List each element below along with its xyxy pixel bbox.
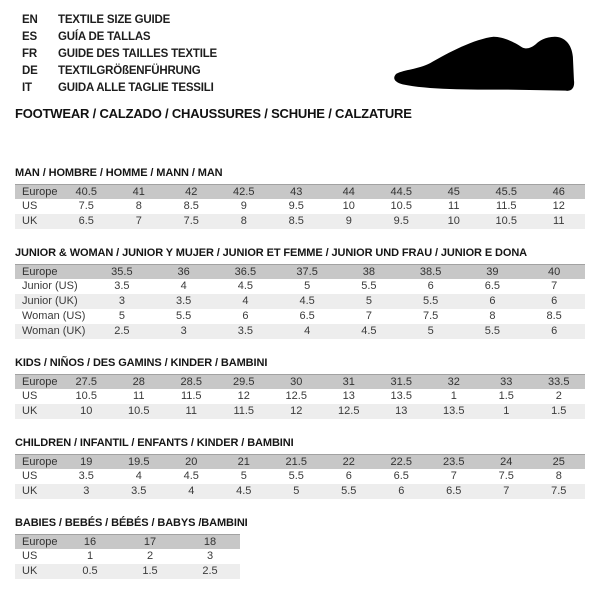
table-row	[15, 484, 585, 499]
size-cell: 4	[135, 470, 142, 482]
row-label: Europe	[22, 186, 58, 198]
language-code: IT	[22, 82, 32, 94]
size-cell: 42	[185, 186, 198, 198]
size-cell: 6.5	[78, 215, 94, 227]
size-table-kids	[15, 374, 585, 419]
size-cell: 4	[188, 485, 195, 497]
row-label: US	[22, 390, 38, 402]
size-cell: 11.5	[180, 390, 202, 402]
size-cell: 3.5	[175, 295, 192, 307]
size-cell: 9	[345, 215, 352, 227]
size-section-babies	[15, 517, 585, 579]
size-cell: 7	[503, 485, 510, 497]
size-cell: 12	[290, 405, 303, 417]
size-cell: 12.5	[338, 405, 360, 417]
size-cell: 17	[143, 536, 157, 548]
size-cell: 22	[342, 456, 355, 468]
size-cell: 4.5	[237, 280, 254, 292]
language-code: DE	[22, 65, 38, 77]
size-table-babies	[15, 534, 240, 579]
size-cell: 45.5	[495, 186, 517, 198]
size-cell: 23.5	[443, 456, 465, 468]
size-cell: 2	[555, 390, 562, 402]
size-cell: 6	[242, 310, 249, 322]
size-cell: 2.5	[114, 325, 130, 337]
size-cell: 20	[185, 456, 198, 468]
language-code: FR	[22, 48, 37, 60]
size-cell: 27.5	[75, 376, 97, 388]
table-row	[15, 214, 585, 229]
table-row	[15, 469, 585, 484]
size-cell: 33	[500, 376, 513, 388]
table-row	[15, 374, 585, 389]
size-cell: 8	[555, 470, 562, 482]
size-cell: 36	[177, 266, 190, 278]
size-cell: 2	[146, 550, 154, 562]
size-cell: 5.5	[484, 325, 501, 337]
table-row	[15, 264, 585, 279]
size-cell: 5.5	[175, 310, 192, 322]
size-cell: 5.5	[422, 295, 439, 307]
row-label: US	[22, 200, 38, 212]
size-cell: 41	[132, 186, 145, 198]
size-cell: 10	[447, 215, 460, 227]
shoe-icon	[390, 22, 575, 98]
size-cell: 13	[395, 405, 408, 417]
size-cell: 10	[80, 405, 93, 417]
size-cell: 1.5	[142, 565, 158, 577]
row-label: Woman (US)	[22, 310, 86, 322]
size-cell: 8.5	[288, 215, 304, 227]
table-row	[15, 324, 585, 339]
size-cell: 40.5	[75, 186, 97, 198]
size-cell: 5.5	[341, 485, 357, 497]
size-cell: 5.5	[361, 280, 377, 292]
size-cell: 8.5	[546, 310, 562, 322]
size-cell: 3.5	[131, 485, 147, 497]
size-cell: 5.5	[288, 470, 304, 482]
size-cell: 28.5	[180, 376, 202, 388]
size-cell: 12	[237, 390, 250, 402]
size-cell: 6.5	[484, 280, 501, 292]
language-code: ES	[22, 31, 37, 43]
size-cell: 6.5	[299, 310, 315, 322]
size-cell: 28	[132, 376, 145, 388]
size-cell: 6	[551, 325, 558, 337]
size-cell: 4.5	[183, 470, 199, 482]
size-cell: 6.5	[393, 470, 409, 482]
size-cell: 12.5	[285, 390, 307, 402]
size-cell: 1.5	[551, 405, 567, 417]
size-cell: 12	[552, 200, 565, 212]
size-cell: 5	[118, 310, 125, 322]
size-section-man	[15, 167, 585, 229]
row-label: Europe	[22, 376, 58, 388]
row-label: US	[22, 550, 38, 562]
language-label: TEXTILE SIZE GUIDE	[58, 14, 171, 26]
size-cell: 44	[342, 186, 355, 198]
size-cell: 7.5	[183, 215, 199, 227]
size-cell: 7.5	[78, 200, 94, 212]
size-cell: 5	[365, 295, 372, 307]
size-cell: 7	[450, 470, 457, 482]
row-label: UK	[22, 485, 38, 497]
row-label: Woman (UK)	[22, 325, 86, 337]
size-cell: 43	[290, 186, 303, 198]
size-cell: 6	[345, 470, 352, 482]
size-cell: 7.5	[551, 485, 567, 497]
row-label: Europe	[22, 536, 58, 548]
language-label: GUIDE DES TAILLES TEXTILE	[58, 48, 217, 60]
size-cell: 10.5	[75, 390, 97, 402]
size-cell: 4	[304, 325, 311, 337]
size-cell: 0.5	[82, 565, 98, 577]
size-cell: 11	[133, 390, 145, 402]
section-title: KIDS / NIÑOS / DES GAMINS / KINDER / BAMBINI	[15, 357, 268, 369]
row-label: UK	[22, 405, 38, 417]
size-cell: 3	[206, 550, 214, 562]
size-cell: 8	[240, 215, 247, 227]
table-row	[15, 454, 585, 469]
size-cell: 3	[83, 485, 90, 497]
size-cell: 11	[448, 200, 460, 212]
size-cell: 6	[551, 295, 558, 307]
size-cell: 29.5	[233, 376, 255, 388]
size-cell: 7	[551, 280, 558, 292]
category-title: FOOTWEAR / CALZADO / CHAUSSURES / SCHUHE / CALZATURE	[15, 106, 412, 121]
size-cell: 32	[447, 376, 460, 388]
table-row	[15, 534, 240, 549]
language-label: TEXTILGRÖßENFÜHRUNG	[58, 65, 201, 77]
size-cell: 2.5	[202, 565, 218, 577]
size-cell: 11	[185, 405, 197, 417]
size-cell: 9	[240, 200, 247, 212]
size-cell: 1	[86, 550, 94, 562]
section-title: JUNIOR & WOMAN / JUNIOR Y MUJER / JUNIOR ET FEMME / JUNIOR UND FRAU / JUNIOR E DONA	[15, 247, 528, 259]
row-label: Europe	[22, 456, 58, 468]
size-cell: 33.5	[548, 376, 570, 388]
size-cell: 4.5	[236, 485, 252, 497]
size-cell: 30	[290, 376, 303, 388]
size-cell: 4.5	[299, 295, 315, 307]
size-cell: 35.5	[111, 266, 133, 278]
table-row	[15, 279, 585, 294]
size-cell: 18	[203, 536, 217, 548]
size-table-children	[15, 454, 585, 499]
size-cell: 8	[489, 310, 496, 322]
size-cell: 13.5	[390, 390, 412, 402]
size-cell: 38.5	[419, 266, 442, 278]
row-label: Junior (US)	[22, 280, 78, 292]
size-cell: 5	[304, 280, 311, 292]
size-cell: 8.5	[183, 200, 199, 212]
size-cell: 7	[365, 310, 372, 322]
size-section-kids	[15, 357, 585, 419]
size-cell: 38	[362, 266, 375, 278]
language-code: EN	[22, 14, 38, 26]
size-cell: 36.5	[234, 266, 257, 278]
section-title: CHILDREN / INFANTIL / ENFANTS / KINDER / BAMBINI	[15, 437, 294, 449]
size-cell: 6	[489, 295, 496, 307]
row-label: US	[22, 470, 38, 482]
size-cell: 1	[450, 390, 457, 402]
size-cell: 3	[180, 325, 187, 337]
size-table-man	[15, 184, 585, 229]
size-table-junior-woman	[15, 264, 585, 339]
table-row	[15, 184, 585, 199]
section-title: MAN / HOMBRE / HOMME / MANN / MAN	[15, 167, 223, 179]
size-cell: 6	[398, 485, 405, 497]
row-label: UK	[22, 215, 38, 227]
size-cell: 13.5	[443, 405, 465, 417]
size-cell: 8	[135, 200, 142, 212]
size-cell: 10.5	[390, 200, 412, 212]
size-cell: 10.5	[128, 405, 150, 417]
size-cell: 11	[553, 215, 565, 227]
size-cell: 11.5	[495, 200, 517, 212]
size-cell: 1.5	[498, 390, 514, 402]
size-cell: 19.5	[128, 456, 150, 468]
size-cell: 4.5	[361, 325, 377, 337]
size-cell: 3.5	[114, 280, 130, 292]
size-cell: 3.5	[237, 325, 254, 337]
size-section-junior-woman	[15, 247, 585, 339]
size-cell: 4	[242, 295, 249, 307]
row-label: Junior (UK)	[22, 295, 78, 307]
table-row	[15, 564, 240, 579]
section-title: BABIES / BEBÉS / BÉBÉS / BABYS /BAMBINI	[15, 517, 248, 529]
size-cell: 21.5	[285, 456, 307, 468]
size-cell: 46	[552, 186, 565, 198]
size-cell: 3.5	[78, 470, 94, 482]
row-label: Europe	[22, 266, 58, 278]
size-cell: 40	[548, 266, 561, 278]
size-cell: 6.5	[446, 485, 462, 497]
size-cell: 7	[135, 215, 142, 227]
table-row	[15, 389, 585, 404]
size-cell: 5	[240, 470, 247, 482]
size-cell: 11.5	[233, 405, 255, 417]
size-cell: 13	[342, 390, 355, 402]
size-cell: 21	[237, 456, 250, 468]
size-cell: 5	[293, 485, 300, 497]
size-cell: 10.5	[495, 215, 517, 227]
language-label: GUIDA ALLE TAGLIE TESSILI	[58, 82, 214, 94]
size-cell: 3	[118, 295, 125, 307]
size-cell: 25	[552, 456, 565, 468]
size-cell: 7.5	[498, 470, 514, 482]
size-cell: 6	[427, 280, 434, 292]
size-section-children	[15, 437, 585, 499]
size-cell: 37.5	[296, 266, 318, 278]
size-cell: 39	[486, 266, 499, 278]
size-cell: 5	[427, 325, 434, 337]
row-label: UK	[22, 565, 38, 577]
size-cell: 24	[500, 456, 513, 468]
size-cell: 19	[80, 456, 93, 468]
table-row	[15, 309, 585, 324]
size-cell: 44.5	[390, 186, 412, 198]
language-label: GUÍA DE TALLAS	[58, 31, 151, 43]
size-cell: 45	[447, 186, 460, 198]
size-cell: 31	[342, 376, 355, 388]
size-cell: 9.5	[288, 200, 304, 212]
size-cell: 16	[83, 536, 97, 548]
size-tables	[15, 167, 585, 579]
size-cell: 10	[342, 200, 355, 212]
size-cell: 1	[503, 405, 510, 417]
size-cell: 4	[180, 280, 187, 292]
table-row	[15, 294, 585, 309]
table-row	[15, 549, 240, 564]
size-cell: 22.5	[390, 456, 412, 468]
size-cell: 31.5	[390, 376, 412, 388]
size-cell: 7.5	[422, 310, 439, 322]
size-cell: 42.5	[233, 186, 255, 198]
table-row	[15, 404, 585, 419]
size-cell: 9.5	[393, 215, 409, 227]
table-row	[15, 199, 585, 214]
